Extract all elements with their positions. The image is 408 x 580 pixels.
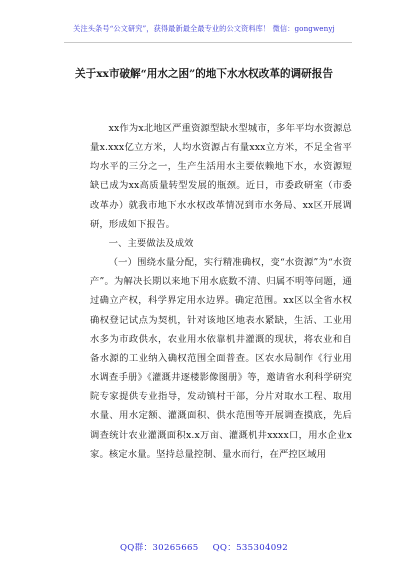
- section-heading: 一、主要做法及成效: [108, 237, 194, 249]
- paragraph-intro: xx作为x北地区严重资源型缺水型城市，多年平均水资源总量x.xxx亿立方米，人均水资源占有量xxx立方米，不足全省平均水平的三分之一，生产生活用水主要依赖地下水，水资源短缺已成为xx高质量转型发展的瓶颈。近日，市委政研室（市委改革办）就我市地下水水权改革情况到市水务局、xx区开展调研，形成如下报告。: [90, 123, 352, 230]
- footer-contact: [0, 541, 408, 553]
- footer-qq-group: QQ群：30265665: [119, 543, 199, 553]
- footer-qq-number: QQ：535304092: [212, 543, 289, 553]
- document-title: 关于xx市破解“用水之困”的地下水水权改革的调研报告: [75, 68, 333, 80]
- document-body: [90, 119, 352, 464]
- paragraph-subsection-1: （一）围绕水量分配，实行精准确权，变“水资源”为“水资产”。为解决长期以来地下用水底数不清、归属不明等问题，通过确立产权，科学界定用水边界。确定范围。xx区以全省水权确权登记试点为契机，针对该地区地表水紧缺，生活、工业用水多为市政供水，农业用水依靠机井灌溉的现状，将农业和自备水源的工业纳入确权范围全面普查。区农水局制作《行业用水调查手册》《灌溉井逐楼影像图册》等，邀请省水利科学研究院专家提供专业指导，发动镇村干部，分片对取水工程、取用水量、用水定额、灌溉面积、供水范围等开展调查摸底，先后调查统计农业灌溉面积x.x万亩、灌溉机井xxxx口，用水企业x家。核定水量。坚持总量控制、量水而行，在严控区域用: [90, 257, 352, 460]
- header-divider: [64, 42, 352, 43]
- header-banner: 关注头条号“公文研究”，获得最新最全最专业的公文资料库！ 微信：gongwenyj: [73, 24, 335, 33]
